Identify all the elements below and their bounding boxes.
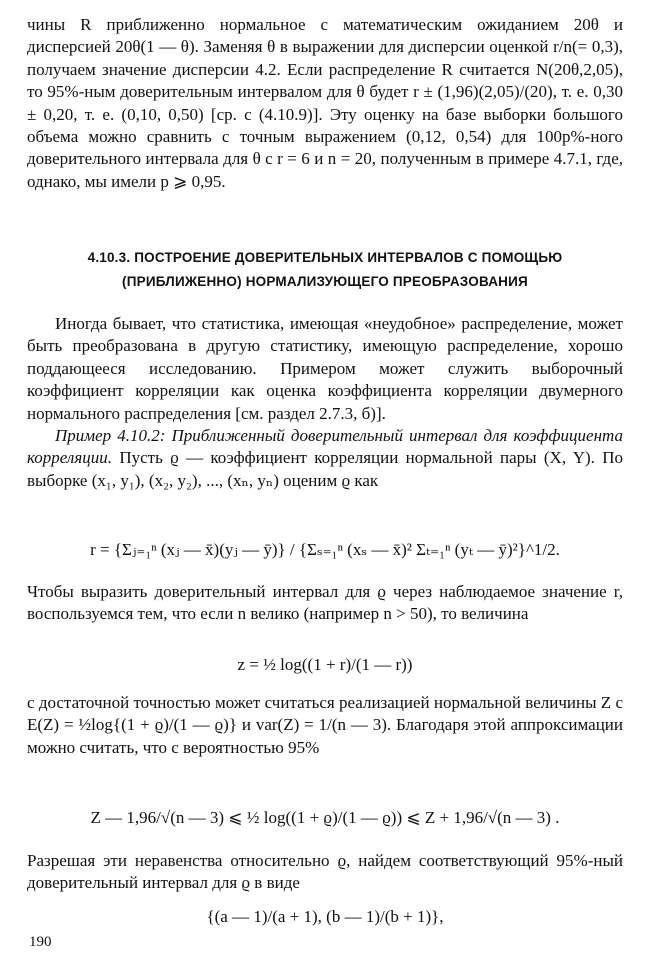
- section-heading: [27, 246, 623, 294]
- paragraph-example: [27, 425, 623, 492]
- section-heading-line1: 4.10.3. ПОСТРОЕНИЕ ДОВЕРИТЕЛЬНЫХ ИНТЕРВАЛОВ С ПОМОЩЬЮ: [87, 250, 563, 265]
- formula-inequality: Z — 1,96/√(n — 3) ⩽ ½ log((1 + ϱ)/(1 — ϱ)) ⩽ Z + 1,96/√(n — 3) .: [90, 808, 560, 827]
- paragraph-approximation: Чтобы выразить доверительный интервал для ϱ через наблюдаемое значение r, воспользуемся тем, что если n велико (например n > 50), то величина: [27, 582, 623, 624]
- paragraph-solution: Разрешая эти неравенства относительно ϱ, найдем соответствующий 95%-ный доверительный интервал для ϱ в виде: [27, 851, 623, 893]
- formula-interval: {(a — 1)/(a + 1), (b — 1)/(b + 1)},: [206, 907, 444, 926]
- paragraph-continuation: чины R приближенно нормальное с математическим ожиданием 20θ и дисперсией 20θ(1 — θ). Заменяя θ в выражении для дисперсии оценкой r/n(= 0,3), получаем значение дисперсии 4.2. Если распределение R считается N(20θ,2,05), то 95%-ным доверительным интервалом для θ будет r ± (1,96)(2,05)/(20), т. е. 0,30 ± 0,20, т. е. (0,10, 0,50) [ср. с (4.10.9)]. Эту оценку на базе выборки большого объема можно сравнить с точным выражением (0,12, 0,54) для 100p%-ного доверительного интервала для θ с r = 6 и n = 20, полученным в примере 4.7.1, где, однако, мы имели p ⩾ 0,95.: [27, 15, 623, 191]
- formula-fisher-z: z = ½ log((1 + r)/(1 — r)): [237, 655, 413, 674]
- page-number: 190: [29, 934, 52, 950]
- paragraph-intro: Иногда бывает, что статистика, имеющая «неудобное» распределение, может быть преобразована в другую статистику, имеющую распределение, хорошо поддающееся исследованию. Примером может служить выборочный коэффициент корреляции как оценка коэффициента корреляции двумерного нормального распределения [см. раздел 2.7.3, б)].: [27, 314, 623, 423]
- example-text: Пусть ϱ — коэффициент корреляции нормальной пары (X, Y). По выборке (x₁, y₁), (x₂, y₂), ..., (xₙ, yₙ) оценим ϱ как: [27, 448, 624, 490]
- example-title: Пример 4.10.2: Приближенный доверительный интервал для коэффициента корреляции.: [27, 426, 623, 468]
- formula-correlation-estimate: r = {Σⱼ₌₁ⁿ (xⱼ — x̄)(yⱼ — ȳ)} / {Σₛ₌₁ⁿ (xₛ — x̄)² Σₜ₌₁ⁿ (yₜ — ȳ)²}^1/2.: [90, 540, 560, 559]
- section-heading-line2: (ПРИБЛИЖЕННО) НОРМАЛИЗУЮЩЕГО ПРЕОБРАЗОВАНИЯ: [122, 274, 528, 289]
- paragraph-normal-variable: с достаточной точностью может считаться реализацией нормальной величины Z с E(Z) = ½log{(1 + ϱ)/(1 — ϱ)} и var(Z) = 1/(n — 3). Благодаря этой аппроксимации можно считать, что с вероятностью 95%: [27, 693, 623, 757]
